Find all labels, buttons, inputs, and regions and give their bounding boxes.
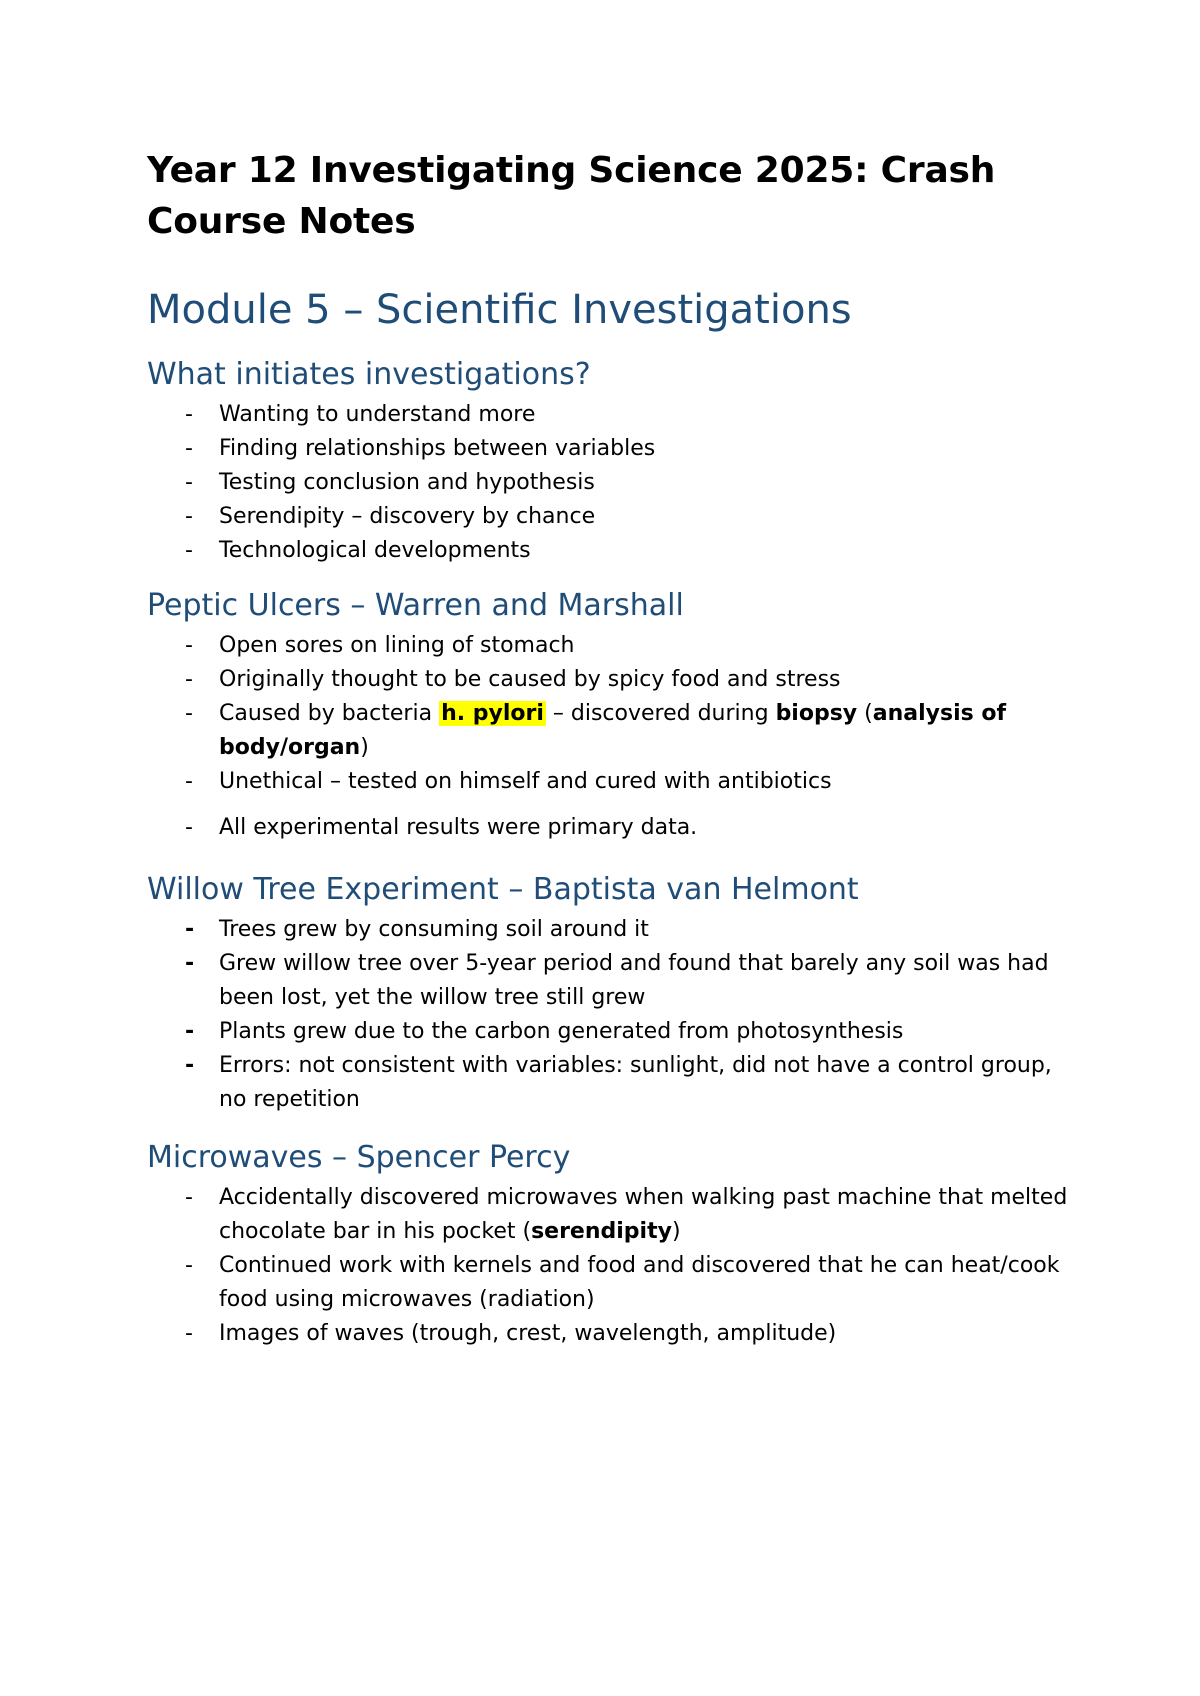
highlighted-term: h. pylori — [441, 701, 544, 726]
list-item: - Continued work with kernels and food and discovered that he can heat/cook food using microwaves (radiation) — [147, 1249, 1077, 1317]
list-item: - Caused by bacteria h. pylori – discovered during biopsy (analysis of body/organ) — [147, 697, 1077, 765]
list-item: - Wanting to understand more — [147, 398, 1077, 432]
dash-bullet: - — [185, 436, 193, 461]
bullet-list — [147, 398, 1077, 568]
list-item: - Trees grew by consuming soil around it — [147, 913, 1077, 947]
dash-bullet: - — [185, 1185, 193, 1210]
section-peptic-ulcers — [147, 587, 1077, 845]
list-item: - Plants grew due to the carbon generated from photosynthesis — [147, 1015, 1077, 1049]
list-item: - Technological developments — [147, 534, 1077, 568]
dash-bullet: - — [185, 1053, 195, 1078]
dash-bullet: - — [185, 917, 195, 942]
list-item: - Open sores on lining of stomach — [147, 629, 1077, 663]
bullet-list — [147, 1181, 1077, 1351]
list-item: - Serendipity – discovery by chance — [147, 500, 1077, 534]
dash-bullet: - — [185, 402, 193, 427]
dash-bullet: - — [185, 1019, 195, 1044]
list-item: - Images of waves (trough, crest, wavelength, amplitude) — [147, 1317, 1077, 1351]
section-heading: What initiates investigations? — [147, 357, 591, 392]
dash-bullet: - — [185, 701, 193, 726]
list-item: - Unethical – tested on himself and cured with antibiotics — [147, 765, 1077, 799]
bold-term: analysis of body/organ — [219, 701, 1007, 760]
list-item: - Finding relationships between variables — [147, 432, 1077, 466]
bold-term: serendipity — [531, 1219, 672, 1244]
list-item: - Testing conclusion and hypothesis — [147, 466, 1077, 500]
dash-bullet: - — [185, 815, 193, 840]
dash-bullet: - — [185, 538, 193, 563]
bullet-list — [147, 913, 1077, 1117]
dash-bullet: - — [185, 769, 193, 794]
list-item: - All experimental results were primary data. — [147, 811, 1077, 845]
dash-bullet: - — [185, 951, 195, 976]
section-microwaves — [147, 1139, 1077, 1351]
list-item: - Errors: not consistent with variables: sunlight, did not have a control group, no repetition — [147, 1049, 1077, 1117]
list-item: - Accidentally discovered microwaves when walking past machine that melted chocolate bar in his pocket (serendipity) — [147, 1181, 1077, 1249]
section-heading: Microwaves – Spencer Percy — [147, 1140, 571, 1175]
section-heading: Willow Tree Experiment – Baptista van Helmont — [147, 872, 859, 907]
dash-bullet: - — [185, 667, 193, 692]
list-item: - Originally thought to be caused by spicy food and stress — [147, 663, 1077, 697]
dash-bullet: - — [185, 470, 193, 495]
section-heading: Peptic Ulcers – Warren and Marshall — [147, 588, 684, 623]
dash-bullet: - — [185, 1321, 193, 1346]
dash-bullet: - — [185, 1253, 193, 1278]
module-heading: Module 5 – Scientific Investigations — [147, 287, 852, 333]
section-willow-tree — [147, 871, 1077, 1117]
section-what-initiates — [147, 356, 1077, 568]
document-title: Year 12 Investigating Science 2025: Crash Course Notes — [147, 150, 996, 242]
dash-bullet: - — [185, 633, 193, 658]
bold-term: biopsy — [775, 701, 858, 726]
dash-bullet: - — [185, 504, 193, 529]
bullet-list — [147, 629, 1077, 845]
list-item: - Grew willow tree over 5-year period and found that barely any soil was had been lost, yet the willow tree still grew — [147, 947, 1077, 1015]
